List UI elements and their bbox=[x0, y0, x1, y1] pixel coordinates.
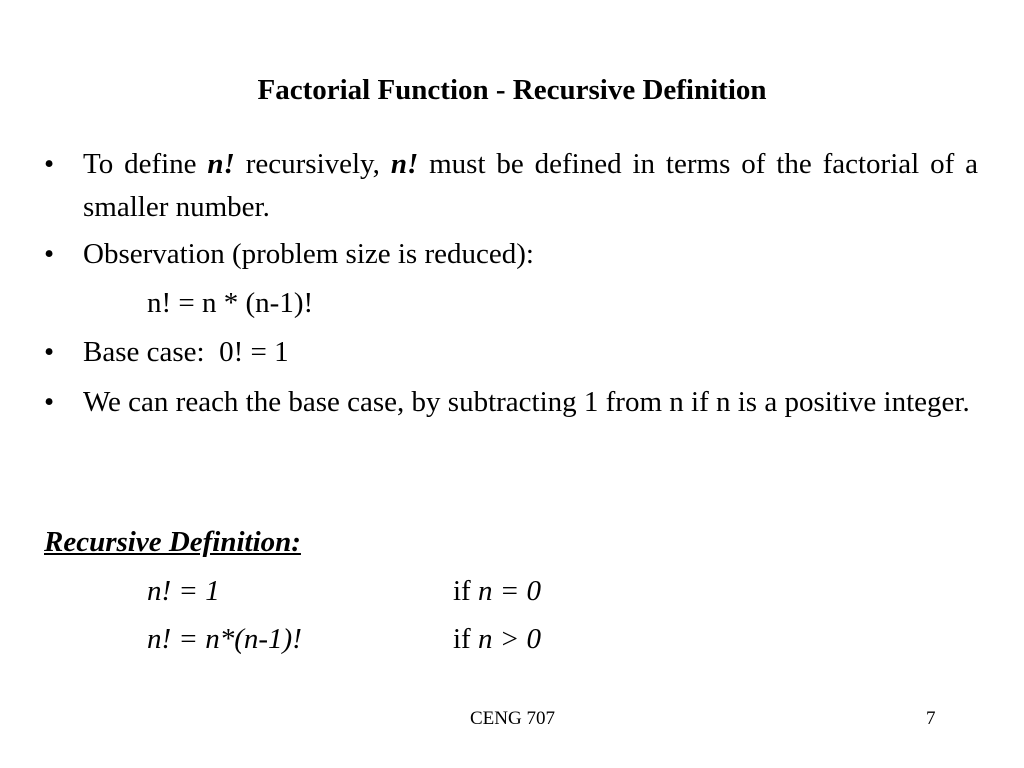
bullet-item bbox=[44, 143, 978, 229]
bullet-item bbox=[44, 381, 978, 424]
bullet-text-part: recursively, bbox=[234, 148, 391, 180]
definition-condition bbox=[453, 571, 541, 611]
condition-word: if bbox=[453, 623, 478, 655]
bullet-text-part: To define bbox=[83, 148, 208, 180]
bullet-marker: • bbox=[44, 386, 55, 418]
formula: n! = n * (n-1)! bbox=[147, 287, 314, 319]
bullet-emphasis: n! bbox=[207, 148, 235, 180]
condition-expression: n = 0 bbox=[477, 575, 542, 607]
bullet-item bbox=[44, 233, 978, 276]
condition-expression: n > 0 bbox=[477, 623, 542, 655]
bullet-item bbox=[44, 331, 978, 374]
bullet-text: Observation (problem size is reduced): bbox=[83, 238, 534, 270]
condition-word: if bbox=[453, 575, 478, 607]
bullet-marker: • bbox=[44, 238, 55, 270]
bullet-text: We can reach the base case, by subtracting 1 from n if n is a positive integer. bbox=[83, 386, 970, 418]
definition-condition bbox=[453, 619, 541, 659]
bullet-text bbox=[83, 143, 978, 229]
bullet-text: Base case: 0! = 1 bbox=[83, 336, 289, 368]
definition-expression: n! = 1 bbox=[147, 575, 220, 607]
bullet-marker: • bbox=[44, 336, 55, 368]
bullet-emphasis: n! bbox=[390, 148, 419, 180]
footer-course: CENG 707 bbox=[470, 708, 555, 729]
bullet-text-part: must be defined in terms of the factorial of a smaller number. bbox=[83, 148, 978, 223]
page-title: Factorial Function - Recursive Definition bbox=[257, 74, 767, 106]
page-number: 7 bbox=[926, 708, 936, 729]
definition-expression: n! = n*(n-1)! bbox=[147, 623, 302, 655]
section-heading: Recursive Definition: bbox=[44, 526, 301, 558]
bullet-marker: • bbox=[44, 148, 55, 180]
